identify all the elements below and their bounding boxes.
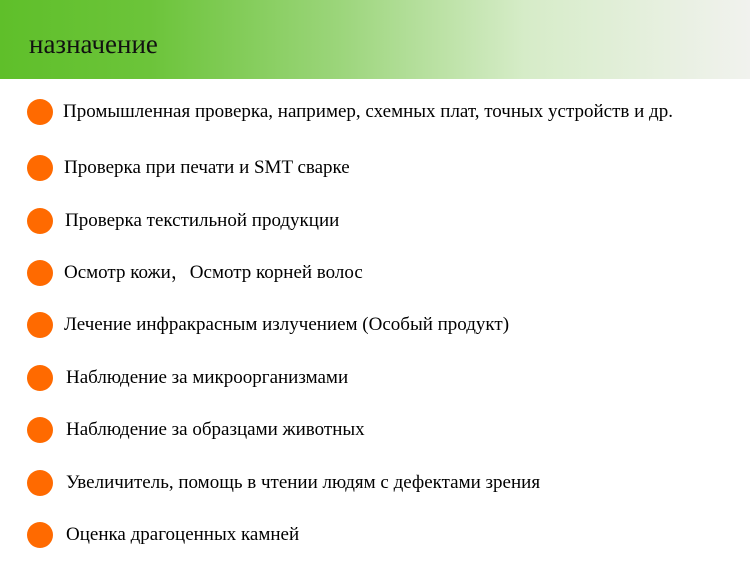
bullet-dot-icon bbox=[27, 522, 53, 548]
list-item-text: Наблюдение за микроорганизмами bbox=[66, 367, 349, 388]
list-item bbox=[0, 363, 750, 393]
list-item-text: Промышленная проверка, например, схемных плат, точных устройств и др. bbox=[63, 101, 673, 122]
list-item-text: Осмотр кожи，Осмотр корней волос bbox=[64, 262, 363, 283]
list-item bbox=[0, 468, 750, 498]
page-title: назначение bbox=[29, 29, 158, 59]
bullet-dot-icon bbox=[27, 312, 53, 338]
list-item-text: Лечение инфракрасным излучением (Особый продукт) bbox=[64, 314, 510, 335]
list-item bbox=[0, 153, 750, 183]
bullet-dot-icon bbox=[27, 417, 53, 443]
list-item-text: Наблюдение за образцами животных bbox=[66, 419, 365, 440]
bullet-dot-icon bbox=[27, 470, 53, 496]
bullet-dot-icon bbox=[27, 260, 53, 286]
list-item-text: Увеличитель, помощь в чтении людям с дефектами зрения bbox=[66, 472, 541, 493]
list-item-text: Проверка при печати и SMT сварке bbox=[64, 157, 350, 178]
list-item bbox=[0, 97, 750, 127]
list-item bbox=[0, 520, 750, 550]
list-item bbox=[0, 258, 750, 288]
bullet-dot-icon bbox=[27, 365, 53, 391]
list-item-text: Проверка текстильной продукции bbox=[65, 210, 340, 231]
bullet-dot-icon bbox=[27, 208, 53, 234]
list-item bbox=[0, 310, 750, 340]
bullet-dot-icon bbox=[27, 155, 53, 181]
bullet-dot-icon bbox=[27, 99, 53, 125]
list-item bbox=[0, 415, 750, 445]
list-item bbox=[0, 206, 750, 236]
list-item-text: Оценка драгоценных камней bbox=[66, 524, 300, 545]
